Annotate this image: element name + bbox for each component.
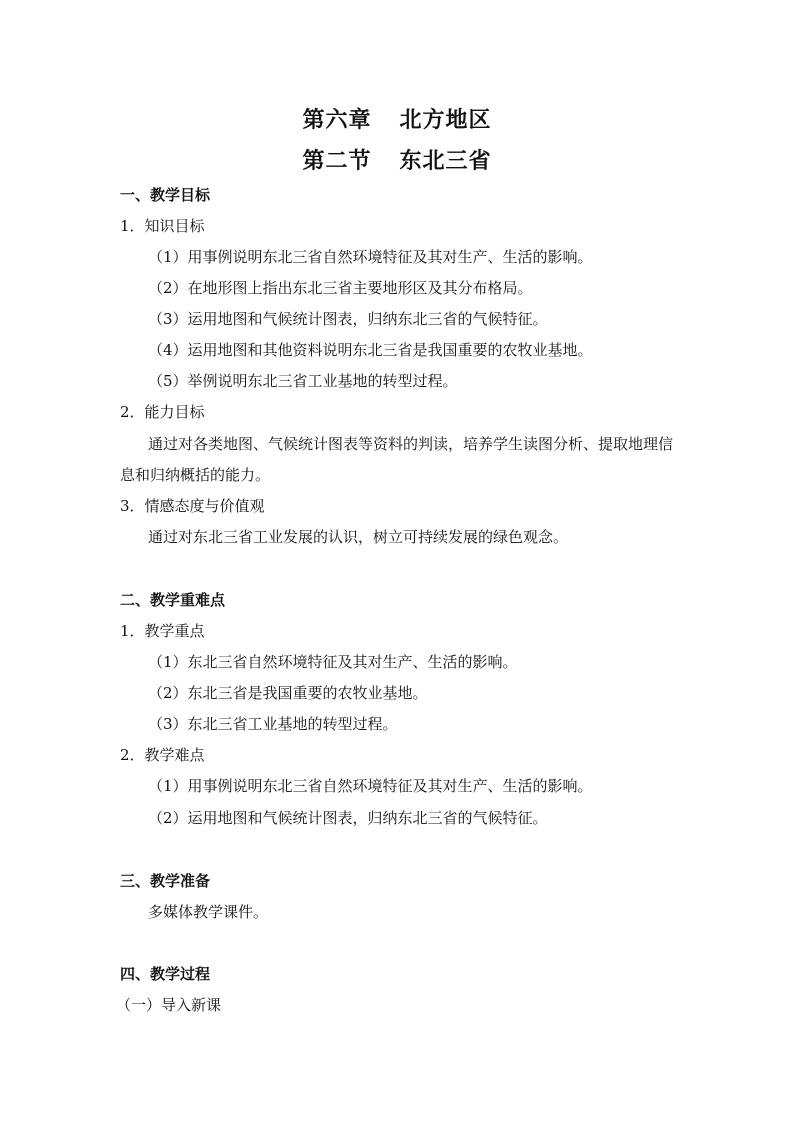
difficult-points-heading: 2．教学难点 (120, 746, 205, 764)
section-heading-key-points: 二、教学重难点 (120, 591, 226, 609)
list-item: （2）运用地图和气候统计图表，归纳东北三省的气候特征。 (148, 809, 548, 827)
list-item: （3）东北三省工业基地的转型过程。 (148, 715, 398, 733)
section-name: 东北三省 (399, 148, 492, 174)
ability-goals-paragraph (120, 429, 680, 491)
emotion-goals-text: 通过对东北三省工业发展的认识，树立可持续发展的绿色观念。 (148, 528, 569, 546)
ability-goals-heading: 2．能力目标 (120, 403, 205, 421)
list-item: （3）运用地图和气候统计图表，归纳东北三省的气候特征。 (148, 310, 548, 328)
section-heading-process: 四、教学过程 (120, 965, 211, 983)
list-item: （2）东北三省是我国重要的农牧业基地。 (148, 684, 428, 702)
list-item: （4）运用地图和其他资料说明东北三省是我国重要的农牧业基地。 (148, 341, 593, 359)
list-item: （1）东北三省自然环境特征及其对生产、生活的影响。 (148, 653, 518, 671)
process-subheading: （一）导入新课 (116, 996, 222, 1014)
ability-goals-text: 通过对各类地图、气候统计图表等资料的判读，培养学生读图分析、提取地理信息和归纳概括的能力。 (120, 435, 674, 484)
chapter-name: 北方地区 (399, 107, 492, 133)
list-item: （2）在地形图上指出东北三省主要地形区及其分布格局。 (148, 279, 533, 297)
list-item: （1）用事例说明东北三省自然环境特征及其对生产、生活的影响。 (148, 777, 593, 795)
list-item: （5）举例说明东北三省工业基地的转型过程。 (148, 372, 458, 390)
key-points-heading: 1．教学重点 (120, 622, 205, 640)
section-title (0, 144, 794, 175)
preparation-text: 多媒体教学课件。 (148, 903, 269, 921)
section-heading-preparation: 三、教学准备 (120, 872, 211, 890)
section-number: 第二节 (302, 148, 372, 174)
emotion-goals-heading: 3．情感态度与价值观 (120, 497, 265, 515)
chapter-title (0, 103, 794, 134)
knowledge-goals-heading: 1．知识目标 (120, 217, 205, 235)
section-heading-goals: 一、教学目标 (120, 186, 211, 204)
list-item: （1）用事例说明东北三省自然环境特征及其对生产、生活的影响。 (148, 248, 593, 266)
chapter-number: 第六章 (302, 107, 372, 133)
